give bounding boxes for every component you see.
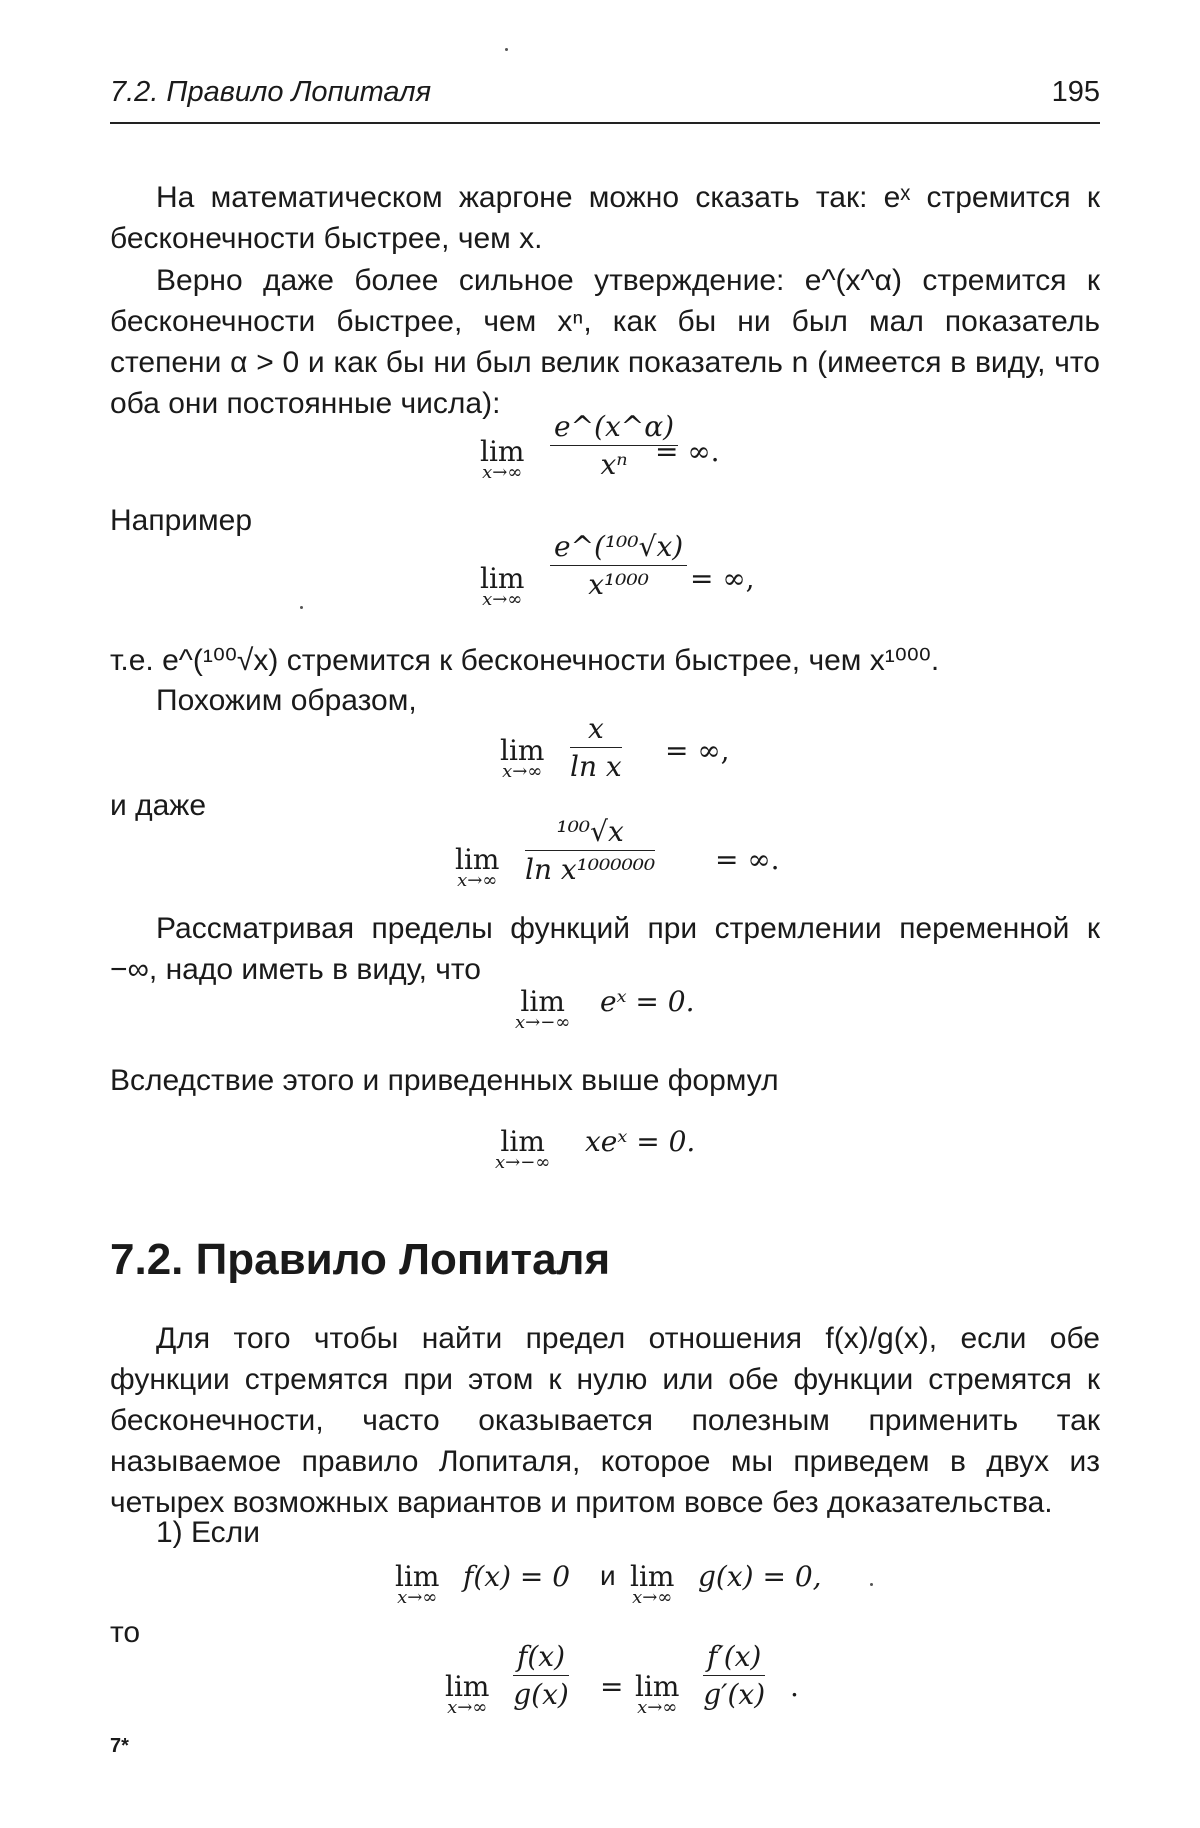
denominator: x¹⁰⁰⁰: [550, 566, 687, 601]
denominator: g′(x): [703, 1676, 765, 1711]
rhs: = ∞.: [715, 843, 780, 876]
fraction: [525, 815, 655, 886]
paragraph-minus-infinity: [110, 908, 1100, 990]
numerator: ¹⁰⁰√x: [525, 815, 655, 851]
lim-operator: lim x→∞: [445, 1670, 489, 1718]
text-consequence: Вследствие этого и приведенных выше формул: [110, 1060, 779, 1102]
lim-operator: lim x→−∞: [495, 1125, 550, 1173]
lim-operator: lim x→∞: [480, 435, 524, 483]
formula-body: xeˣ = 0.: [585, 1125, 695, 1158]
numerator: e^(x^α): [550, 410, 678, 446]
rhs: = ∞,: [665, 734, 730, 767]
rhs: = ∞,: [690, 562, 755, 595]
denominator: ln x¹⁰⁰⁰⁰⁰⁰: [525, 851, 655, 886]
text-ie: т.е. e^(¹⁰⁰√x) стремится к бесконечности быстрее, чем x¹⁰⁰⁰.: [110, 640, 939, 682]
print-speck: [300, 606, 303, 609]
equals-sign: =: [600, 1670, 623, 1703]
formula-lim-exp-root: [480, 530, 780, 620]
book-page: [0, 0, 1200, 1828]
page-number: 195: [1052, 76, 1100, 109]
formula-lim-root-over-ln: [455, 815, 795, 905]
numerator: f′(x): [703, 1640, 765, 1676]
fraction: [550, 530, 687, 601]
print-speck: [505, 48, 508, 51]
formula-lim-exp-power: [480, 410, 740, 490]
lim-operator: lim x→∞: [395, 1560, 439, 1608]
paragraph-lhopital-intro-text: Для того чтобы найти предел отношения f(x)/g(x), если обе функции стремятся при этом к нулю или обе функции стремятся к бесконечности, часто оказывается полезным применить так называемое правило Лопиталя, которое мы приведем в двух из четырех возможных вариантов и притом вовсе без доказательства.: [110, 1318, 1100, 1523]
rhs: = ∞.: [655, 435, 720, 468]
text-similarly: Похожим образом,: [156, 680, 417, 722]
formula-condition: [395, 1560, 855, 1630]
lim-operator: lim x→∞: [500, 734, 544, 782]
fraction-right: [703, 1640, 765, 1711]
paragraph-jargon-text: На математическом жаргоне можно сказать так: eˣ стремится к бесконечности быстрее, чем x.: [110, 177, 1100, 259]
lim-operator: lim x→−∞: [515, 985, 570, 1033]
formula-lim-x-over-ln: [500, 712, 760, 792]
running-head-title: 7.2. Правило Лопиталя: [110, 76, 431, 109]
text-even: и даже: [110, 785, 206, 827]
lim-operator: lim x→∞: [630, 1560, 674, 1608]
fraction-left: [513, 1640, 569, 1711]
denominator: xⁿ: [550, 446, 678, 481]
paragraph-stronger-claim-text: Верно даже более сильное утверждение: e^(x^α) стремится к бесконечности быстрее, чем xⁿ, как бы ни был мал показатель степени α > 0 и как бы ни был велик показатель n (имеется в виду, что оба они постоянные числа):: [110, 260, 1100, 424]
signature-mark: 7*: [110, 1735, 129, 1758]
formula-lhopital-rule: [445, 1640, 805, 1730]
label-example: Например: [110, 500, 252, 542]
paragraph-minus-infinity-text: Рассматривая пределы функций при стремлении переменной к −∞, надо иметь в виду, что: [110, 908, 1100, 990]
numerator: x: [570, 712, 622, 748]
running-head: [110, 70, 1100, 124]
lim-operator: lim x→∞: [635, 1670, 679, 1718]
paragraph-stronger-claim: [110, 260, 1100, 424]
lim-operator: lim x→∞: [480, 562, 524, 610]
text-then: то: [110, 1612, 140, 1654]
condition-g: g(x) = 0,: [698, 1560, 822, 1593]
paragraph-lhopital-intro: [110, 1318, 1100, 1523]
denominator: g(x): [513, 1676, 569, 1711]
formula-lim-exp-minus-inf: [515, 985, 715, 1055]
condition-f: f(x) = 0: [463, 1560, 570, 1593]
fraction: [570, 712, 622, 783]
formula-lim-xexp-minus-inf: [495, 1125, 725, 1195]
lim-operator: lim x→∞: [455, 843, 499, 891]
denominator: ln x: [570, 748, 622, 783]
formula-body: eˣ = 0.: [600, 985, 695, 1018]
paragraph-jargon: [110, 177, 1100, 259]
end-period: .: [790, 1670, 799, 1703]
conjunction: и: [600, 1560, 616, 1592]
numerator: e^(¹⁰⁰√x): [550, 530, 687, 566]
print-speck: [870, 1583, 873, 1586]
numerator: f(x): [513, 1640, 569, 1676]
text-if: 1) Если: [156, 1512, 260, 1554]
section-title: 7.2. Правило Лопиталя: [110, 1235, 610, 1285]
